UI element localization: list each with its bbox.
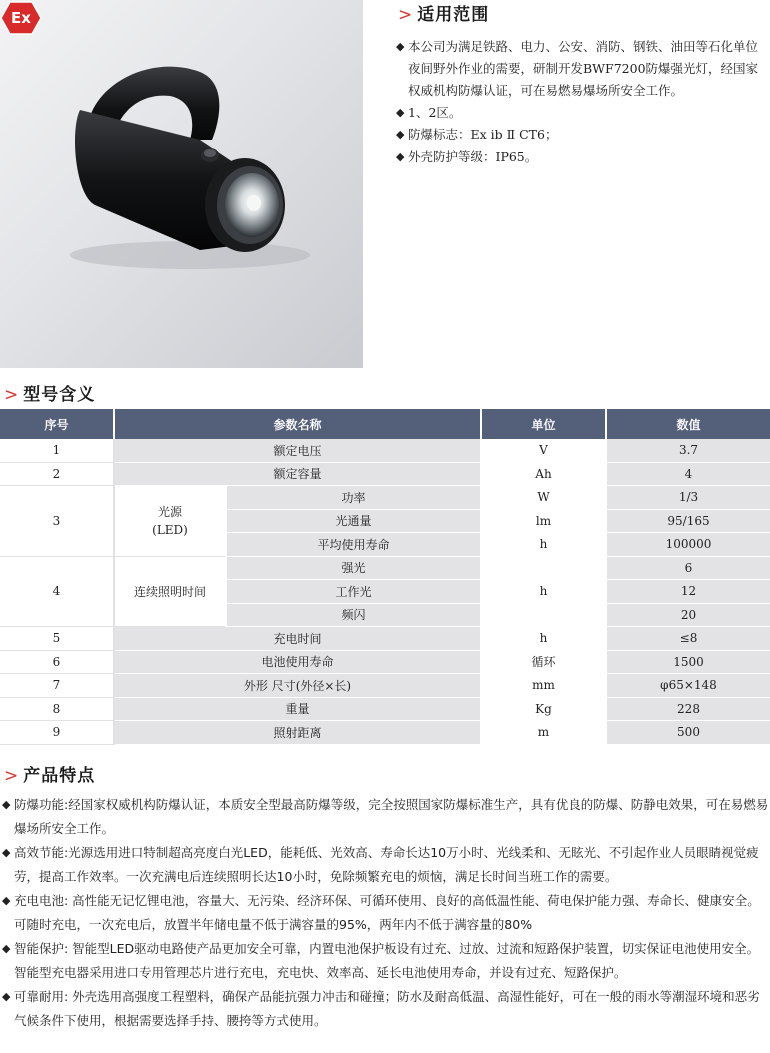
table-row <box>0 439 770 462</box>
cell-value: 228 <box>606 697 770 721</box>
list-item <box>2 889 770 937</box>
diamond-bullet-icon: ◆ <box>2 942 11 955</box>
diamond-bullet-icon: ◆ <box>396 40 405 53</box>
cell-group: 光源 (LED) <box>114 486 226 557</box>
list-item <box>396 124 770 146</box>
cell-seq: 3 <box>0 486 114 557</box>
diamond-bullet-icon: ◆ <box>2 894 11 907</box>
cell-seq: 6 <box>0 650 114 674</box>
cell-name: 强光 <box>226 556 481 580</box>
scope-text: 1、2区。 <box>408 105 462 120</box>
scope-text: 防爆标志：Ex ib Ⅱ CT6； <box>408 127 558 142</box>
model-title: 型号含义 <box>23 385 96 405</box>
table-row <box>0 674 770 698</box>
table-row <box>0 486 770 510</box>
list-item <box>2 841 770 889</box>
cell-name: 电池使用寿命 <box>114 650 481 674</box>
feature-text: 智能保护: 智能型LED驱动电路使产品更加安全可靠，内置电池保护板设有过充、过放、过流和短路保护装置，切实保证电池使用安全。智能型充电器采用进口专用管理芯片进行充电，充电快、效率高、延长电池使用寿命，并设有过充、短路保护。 <box>14 941 760 980</box>
cell-name: 频闪 <box>226 603 481 627</box>
table-header-row <box>0 409 770 439</box>
product-photo <box>0 0 363 368</box>
cell-seq: 8 <box>0 697 114 721</box>
cell-unit: 循环 <box>481 650 606 674</box>
cell-name: 功率 <box>226 486 481 510</box>
table-row <box>0 650 770 674</box>
cell-seq: 5 <box>0 627 114 651</box>
diamond-bullet-icon: ◆ <box>396 150 405 163</box>
feature-text: 防爆功能:经国家权威机构防爆认证，本质安全型最高防爆等级，完全按照国家防爆标准生产，具有优良的防爆、防静电效果，可在易燃易爆场所安全工作。 <box>14 797 769 836</box>
list-item <box>396 36 770 102</box>
feature-text: 充电电池: 高性能无记忆锂电池，容量大、无污染、经济环保、可循环使用、良好的高低温性能、荷电保护能力强、寿命长、健康安全。可随时充电，一次充电后，放置半年储电量不低于满容量的95%，两年内不低于满容量的80% <box>14 893 760 932</box>
table-row <box>0 462 770 486</box>
cell-unit: h <box>481 627 606 651</box>
table-row <box>0 627 770 651</box>
header-unit: 单位 <box>481 409 606 439</box>
features-heading <box>4 761 95 786</box>
cell-name: 平均使用寿命 <box>226 533 481 557</box>
cell-name: 外形 尺寸(外径×长) <box>114 674 481 698</box>
arrow-icon: > <box>398 5 414 25</box>
diamond-bullet-icon: ◆ <box>2 846 11 859</box>
spec-table <box>0 409 770 745</box>
cell-seq: 2 <box>0 462 114 486</box>
scope-text: 本公司为满足铁路、电力、公安、消防、钢铁、油田等石化单位夜间野外作业的需要，研制开发BWF7200防爆强光灯，经国家权威机构防爆认证，可在易燃易爆场所安全工作。 <box>408 39 759 98</box>
cell-value: 6 <box>606 556 770 580</box>
cell-value: 12 <box>606 580 770 604</box>
cell-value: φ65×148 <box>606 674 770 698</box>
arrow-icon: > <box>4 766 20 786</box>
cell-unit: Ah <box>481 462 606 486</box>
cell-unit: h <box>481 533 606 557</box>
cell-seq: 7 <box>0 674 114 698</box>
cell-seq: 9 <box>0 721 114 745</box>
diamond-bullet-icon: ◆ <box>2 798 11 811</box>
cell-seq: 4 <box>0 556 114 627</box>
ex-badge-icon <box>0 0 42 36</box>
list-item <box>396 102 770 124</box>
cell-unit: lm <box>481 509 606 533</box>
model-heading <box>4 380 95 405</box>
cell-group: 连续照明时间 <box>114 556 226 627</box>
cell-name: 光通量 <box>226 509 481 533</box>
cell-name: 充电时间 <box>114 627 481 651</box>
cell-name: 额定电压 <box>114 439 481 462</box>
cell-unit: V <box>481 439 606 462</box>
cell-unit: m <box>481 721 606 745</box>
list-item <box>2 793 770 841</box>
cell-unit: mm <box>481 674 606 698</box>
cell-value: 100000 <box>606 533 770 557</box>
features-title: 产品特点 <box>23 766 96 786</box>
table-row <box>0 556 770 580</box>
features-list <box>2 793 770 1033</box>
feature-text: 可靠耐用: 外壳选用高强度工程塑料，确保产品能抗强力冲击和碰撞；防水及耐高低温、高湿性能好，可在一般的雨水等潮湿环境和恶劣气候条件下使用，根据需要选择手持、腰挎等方式使用。 <box>14 989 760 1028</box>
scope-list <box>396 36 770 168</box>
cell-value: 500 <box>606 721 770 745</box>
scope-heading <box>398 0 489 25</box>
cell-value: 1/3 <box>606 486 770 510</box>
cell-unit: h <box>481 556 606 627</box>
cell-name: 照射距离 <box>114 721 481 745</box>
cell-value: 1500 <box>606 650 770 674</box>
table-row <box>0 697 770 721</box>
cell-value: 4 <box>606 462 770 486</box>
scope-text: 外壳防护等级：IP65。 <box>408 149 538 164</box>
scope-title: 适用范围 <box>417 5 490 25</box>
header-seq: 序号 <box>0 409 114 439</box>
diamond-bullet-icon: ◆ <box>396 128 405 141</box>
cell-seq: 1 <box>0 439 114 462</box>
diamond-bullet-icon: ◆ <box>396 106 405 119</box>
list-item <box>2 985 770 1033</box>
cell-unit: Kg <box>481 697 606 721</box>
arrow-icon: > <box>4 385 20 405</box>
cell-value: ≤8 <box>606 627 770 651</box>
cell-name: 重量 <box>114 697 481 721</box>
diamond-bullet-icon: ◆ <box>2 990 11 1003</box>
table-row <box>0 721 770 745</box>
flashlight-illustration <box>0 0 363 368</box>
cell-unit: W <box>481 486 606 510</box>
header-param: 参数名称 <box>114 409 481 439</box>
cell-value: 3.7 <box>606 439 770 462</box>
list-item <box>396 146 770 168</box>
cell-name: 额定容量 <box>114 462 481 486</box>
cell-value: 20 <box>606 603 770 627</box>
ex-badge-label: Ex <box>11 9 31 27</box>
list-item <box>2 937 770 985</box>
cell-value: 95/165 <box>606 509 770 533</box>
header-value: 数值 <box>606 409 770 439</box>
feature-text: 高效节能:光源选用进口特制超高亮度白光LED，能耗低、光效高、寿命长达10万小时、光线柔和、无眩光、不引起作业人员眼睛视觉疲劳，提高工作效率。一次充满电后连续照明长达10小时，免除频繁充电的烦恼，满足长时间当班工作的需要。 <box>14 845 759 884</box>
cell-name: 工作光 <box>226 580 481 604</box>
